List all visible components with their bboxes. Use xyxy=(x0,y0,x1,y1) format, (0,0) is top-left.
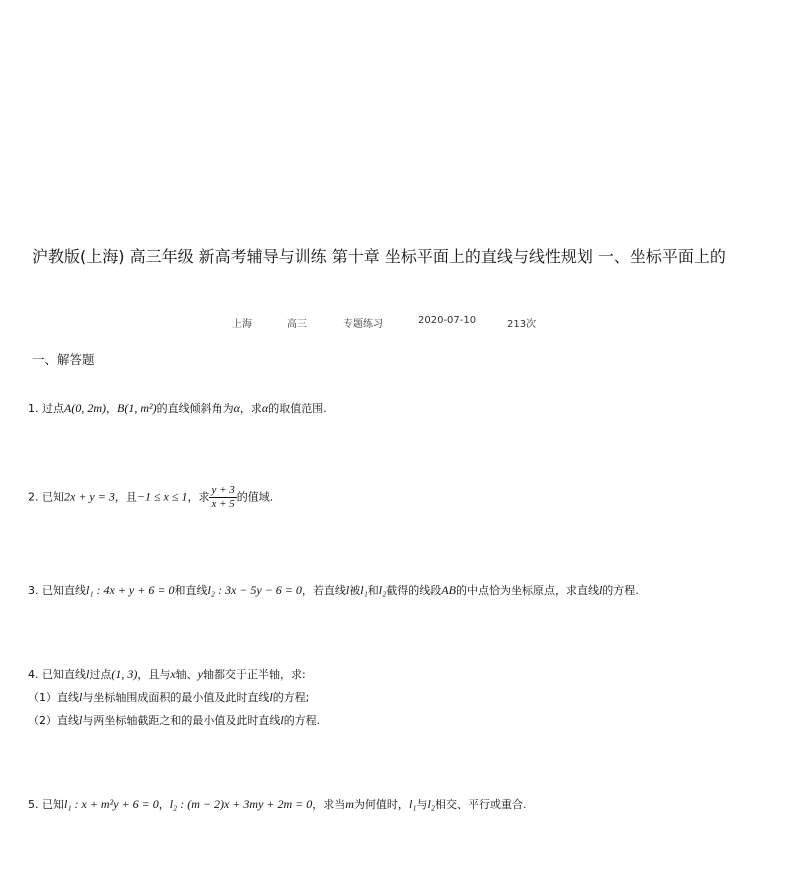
document-title: 沪教版(上海) 高三年级 新高考辅导与训练 第十章 坐标平面上的直线与线性规划 一、坐标平面上的 xyxy=(32,247,726,266)
question-4 xyxy=(28,666,320,729)
question-5: 5. 已知l₁ : x + m²y + 6 = 0，l₂ : (m − 2)x + 3my + 2m = 0，求当m为何值时，l₁与l₂相交、平行或重合. xyxy=(28,797,527,811)
meta-date: 2020-07-10 xyxy=(418,315,477,326)
question-4-part-2: （2）直线l与两坐标轴截距之和的最小值及此时直线l的方程. xyxy=(28,713,321,727)
fraction: $\frac{y + 3}{x + 5}$ xyxy=(211,484,235,510)
section-heading: 一、解答题 xyxy=(32,352,95,367)
question-2: 2. 已知2x + y = 3，且−1 ≤ x ≤ 1，求 $\frac{y + 3}{x + 5}$ 的值域. xyxy=(28,484,274,510)
question-4-part-1: （1）直线l与坐标轴围成面积的最小值及此时直线l的方程; xyxy=(28,690,310,704)
meta-type: 专题练习 xyxy=(343,319,383,330)
question-1: 1. 过点A(0, 2m)，B(1, m²)的直线倾斜角为α，求α的取值范围. xyxy=(28,401,327,415)
question-3: 3. 已知直线l₁ : 4x + y + 6 = 0和直线l₂ : 3x − 5y − 6 = 0，若直线l被l₁和l₂截得的线段AB的中点恰为坐标原点，求直线l的方程. xyxy=(28,583,639,597)
question-4-stem: 4. 已知直线l过点(1, 3)，且与x轴、y轴都交于正半轴，求: xyxy=(28,667,306,681)
meta-region: 上海 xyxy=(232,319,252,330)
meta-views: 213次 xyxy=(507,319,537,330)
meta-grade: 高三 xyxy=(287,319,307,330)
